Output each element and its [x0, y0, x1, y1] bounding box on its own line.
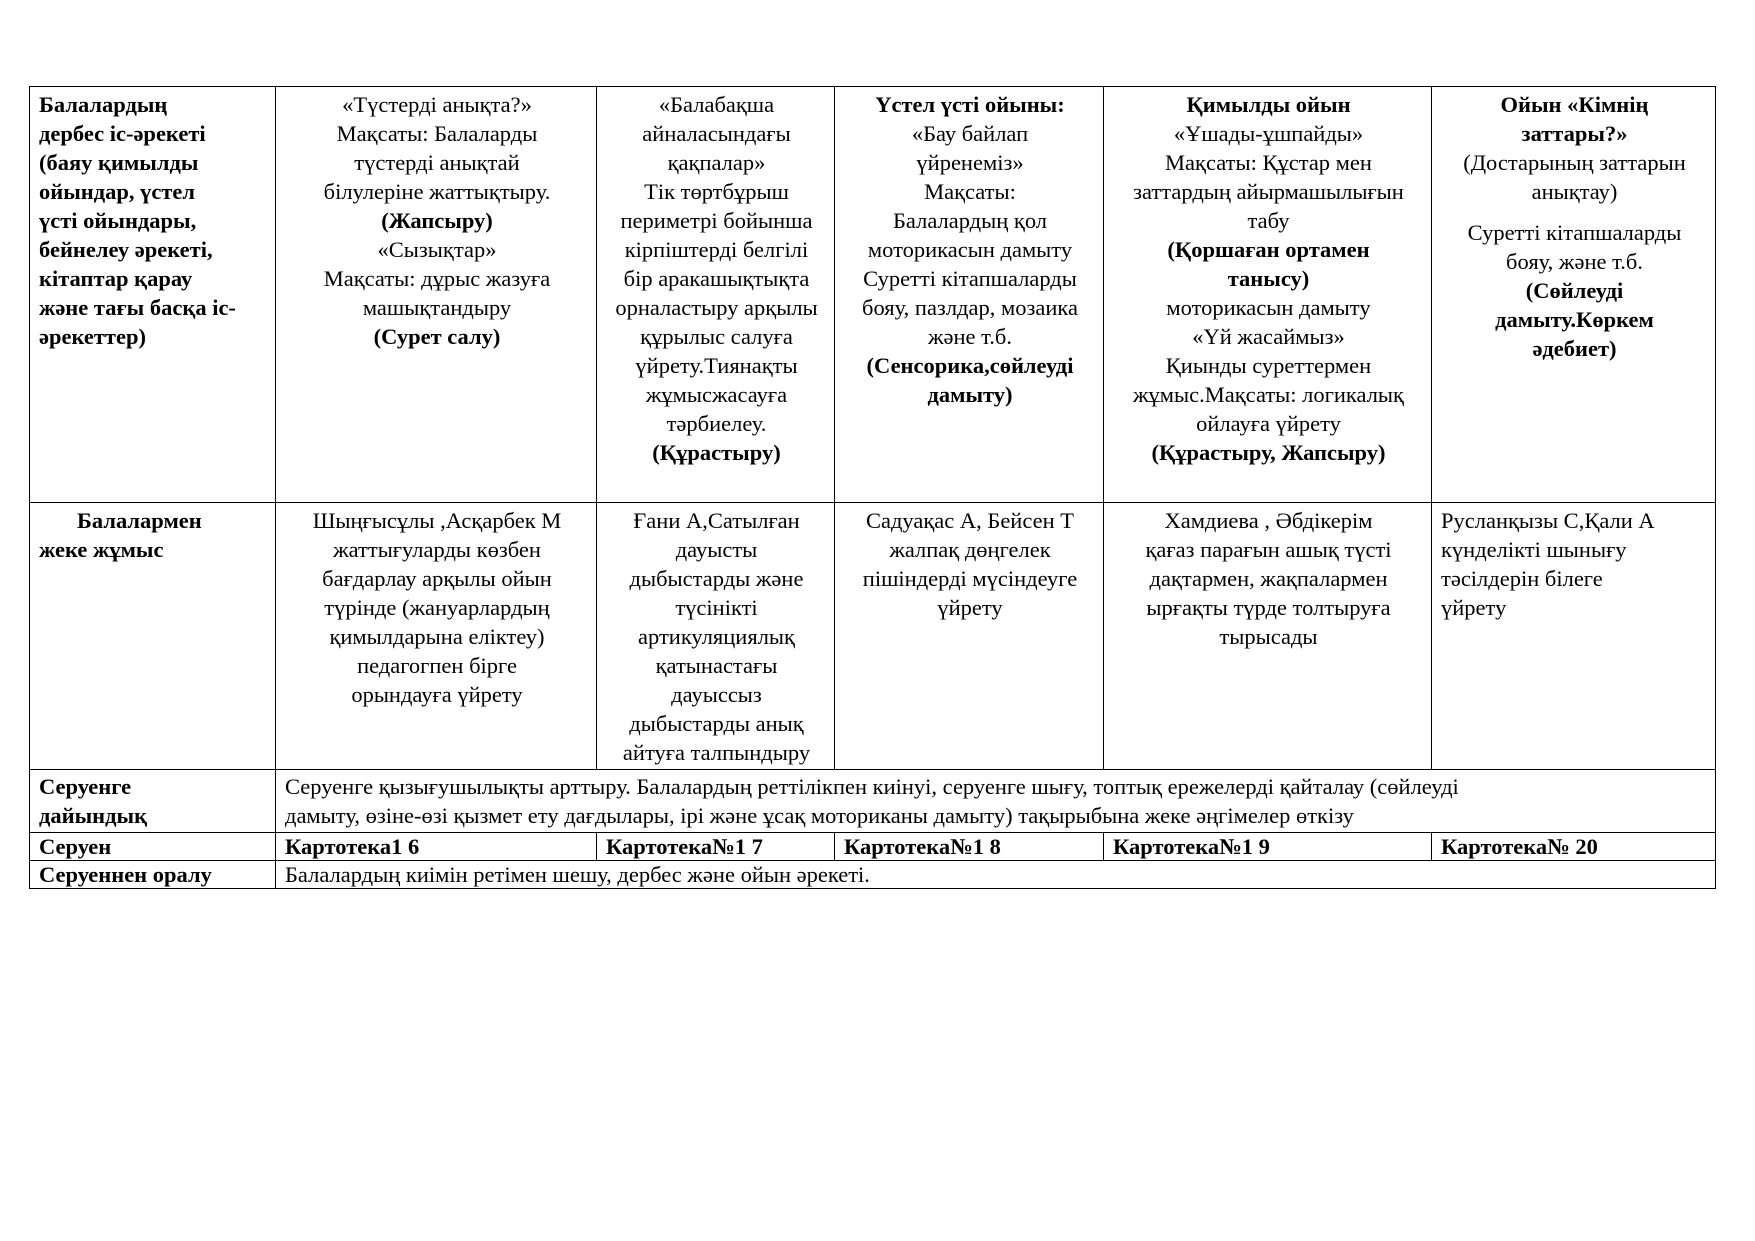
- text-line: дамыту.Көркем: [1495, 307, 1654, 332]
- table-row-return: [30, 861, 1716, 889]
- multiline-text: [285, 90, 589, 351]
- text-line: дамыту, өзіне-өзі қызмет ету дағдылары, ірі және ұсақ моториканы дамыту) тақырыбына жеке әңгімелер өткізу: [285, 803, 1354, 828]
- text-line: Серуенге қызығушылықты арттыру. Балалардың реттілікпен киінуі, серуенге шығу, топтық ережелерді қайталау (сөйлеуді: [285, 774, 1459, 799]
- cell-return-text: Балалардың киімін ретімен шешу, дербес және ойын әрекеті.: [276, 861, 1716, 889]
- text-line: танысу): [1227, 266, 1310, 291]
- text-line: бояу, және т.б.: [1506, 249, 1643, 274]
- text-line: орындауға үйрету: [351, 682, 523, 707]
- text-line: дайындық: [39, 803, 148, 828]
- text-line: «Түстерді анықта?»: [342, 92, 532, 117]
- text-line: әрекеттер): [39, 324, 146, 349]
- text-line: үйрету: [937, 595, 1003, 620]
- text-line: құрылыс салуға: [640, 324, 793, 349]
- multiline-text: [844, 506, 1096, 622]
- text-line: Суретті кітапшаларды: [1467, 220, 1682, 245]
- text-line: үйренеміз»: [916, 150, 1024, 175]
- text-line: ойлауға үйрету: [1196, 411, 1341, 436]
- text-line: бір аракашықтықта: [623, 266, 810, 291]
- text-line: дербес іс-әрекеті: [39, 121, 206, 146]
- text-line: пішіндерді мүсіндеуге: [862, 566, 1078, 591]
- table-row-walk-prep: [30, 770, 1716, 833]
- text-line: Мақсаты: Балаларды: [336, 121, 538, 146]
- text-line: артикуляциялық: [638, 624, 795, 649]
- text-line: (Жапсыру): [381, 208, 493, 233]
- text-line: және тағы басқа іс-: [39, 295, 236, 320]
- text-line: Ғани А,Сатылған: [633, 508, 800, 533]
- text-line: жеке жұмыс: [39, 537, 164, 562]
- row-header-return: Серуеннен оралу: [30, 861, 276, 889]
- table-row-walk: [30, 833, 1716, 861]
- text-line: Мақсаты: Құстар мен: [1165, 150, 1372, 175]
- multiline-text: [606, 506, 827, 767]
- cell-walk-card-3: Картотека№1 8: [835, 833, 1104, 861]
- cell-walk-prep-text: [276, 770, 1716, 833]
- text-line: кітаптар қарау: [39, 266, 193, 291]
- text-line: [1441, 206, 1708, 218]
- text-line: қимылдарына еліктеу): [329, 624, 545, 649]
- cell-activities-col4: [1104, 87, 1432, 503]
- text-line: (Құрастыру, Жапсыру): [1151, 440, 1386, 465]
- text-line: Мақсаты:: [924, 179, 1016, 204]
- text-line: жалпақ дөңгелек: [889, 537, 1051, 562]
- text-line: үйрету: [1441, 595, 1507, 620]
- text-line: педагогпен бірге: [357, 653, 517, 678]
- text-line: (Достарының заттарын: [1463, 150, 1686, 175]
- multiline-text: [285, 506, 589, 709]
- text-line: қағаз парағын ашық түсті: [1145, 537, 1392, 562]
- multiline-text: [39, 90, 268, 351]
- cell-individual-col2: [597, 503, 835, 770]
- text-line: айналасындағы: [642, 121, 791, 146]
- cell-individual-col3: [835, 503, 1104, 770]
- text-line: «Сызықтар»: [377, 237, 497, 262]
- text-line: заттардың айырмашылығын: [1133, 179, 1404, 204]
- text-line: Қимылды ойын: [1186, 92, 1351, 117]
- text-line: Балалардың қол: [892, 208, 1048, 233]
- text-line: Қиынды суреттермен: [1165, 353, 1372, 378]
- multiline-text: [1113, 90, 1424, 467]
- multiline-text: [606, 90, 827, 467]
- text-line: әдебиет): [1532, 336, 1617, 361]
- text-line: түрінде (жануарлардың: [324, 595, 550, 620]
- text-line: «Үй жасаймыз»: [1192, 324, 1345, 349]
- text-line: дамыту): [927, 382, 1013, 407]
- text-line: Хамдиева , Әбдікерім: [1164, 508, 1373, 533]
- text-line: Шыңғысұлы ,Асқарбек М: [312, 508, 562, 533]
- cell-activities-col3: [835, 87, 1104, 503]
- text-line: Садуақас А, Бейсен Т: [865, 508, 1074, 533]
- multiline-text: [1441, 90, 1708, 363]
- text-line: (Сөйлеуді: [1525, 278, 1624, 303]
- text-line: үйрету.Тиянақты: [635, 353, 798, 378]
- text-line: «Ұшады-ұшпайды»: [1173, 121, 1364, 146]
- text-line: (Сурет салу): [373, 324, 501, 349]
- text-line: айтуға талпындыру: [622, 740, 811, 765]
- cell-activities-col5: [1432, 87, 1716, 503]
- text-line: орналастыру арқылы: [615, 295, 818, 320]
- cell-activities-col2: [597, 87, 835, 503]
- schedule-sheet: [29, 86, 1716, 889]
- text-line: Үстел үсті ойыны:: [875, 92, 1065, 117]
- text-line: дыбыстарды анық: [629, 711, 804, 736]
- cell-walk-card-4: Картотека№1 9: [1104, 833, 1432, 861]
- text-line: (Құрастыру): [652, 440, 781, 465]
- text-line: тырысады: [1219, 624, 1318, 649]
- text-line: бағдарлау арқылы ойын: [322, 566, 552, 591]
- text-line: бояу, пазлдар, мозаика: [862, 295, 1078, 320]
- text-line: және т.б.: [927, 324, 1013, 349]
- multiline-text: [39, 772, 268, 830]
- text-line: үсті ойындары,: [39, 208, 197, 233]
- cell-individual-col1: [276, 503, 597, 770]
- text-line: периметрі бойынша: [620, 208, 813, 233]
- text-line: «Балабақша: [658, 92, 775, 117]
- text-line: қатынастағы: [655, 653, 778, 678]
- text-line: дақтармен, жақпалармен: [1149, 566, 1388, 591]
- text-line: жұмыс.Мақсаты: логикалық: [1133, 382, 1404, 407]
- text-line: Балалардың: [39, 92, 168, 117]
- cell-activities-col1: [276, 87, 597, 503]
- multiline-text: [1113, 506, 1424, 651]
- row-header-individual-work: [30, 503, 276, 770]
- text-line: түсінікті: [675, 595, 758, 620]
- row-header-walk-prep: [30, 770, 276, 833]
- text-line: бейнелеу әрекеті,: [39, 237, 213, 262]
- table-row-individual-work: [30, 503, 1716, 770]
- text-line: тәрбиелеу.: [666, 411, 767, 436]
- text-line: жаттығуларды көзбен: [333, 537, 541, 562]
- text-line: Ойын «Кімнің: [1500, 92, 1649, 117]
- row-header-activities: [30, 87, 276, 503]
- text-line: жұмысжасауға: [645, 382, 788, 407]
- text-line: анықтау): [1531, 179, 1618, 204]
- text-line: тәсілдерін білеге: [1441, 566, 1603, 591]
- multiline-text: [844, 90, 1096, 409]
- text-line: машықтандыру: [362, 295, 512, 320]
- text-line: кірпіштерді белгілі: [624, 237, 809, 262]
- cell-individual-col5: [1432, 503, 1716, 770]
- text-line: заттары?»: [1521, 121, 1628, 146]
- text-line: түстерді анықтай: [354, 150, 520, 175]
- text-line: күнделікті шынығу: [1441, 537, 1627, 562]
- cell-individual-col4: [1104, 503, 1432, 770]
- text-line: «Бау байлап: [911, 121, 1029, 146]
- cell-walk-card-2: Картотека№1 7: [597, 833, 835, 861]
- text-line: дыбыстарды және: [629, 566, 804, 591]
- text-line: Суретті кітапшаларды: [863, 266, 1077, 291]
- text-line: моторикасын дамыту: [1166, 295, 1371, 320]
- table-row-activities: [30, 87, 1716, 503]
- multiline-text: [1441, 506, 1708, 622]
- text-line: моторикасын дамыту: [867, 237, 1073, 262]
- text-line: (Қоршаған ортамен: [1167, 237, 1370, 262]
- cell-walk-card-5: Картотека№ 20: [1432, 833, 1716, 861]
- text-line: білулеріне жаттықтыру.: [323, 179, 551, 204]
- text-line: дауыссыз: [671, 682, 762, 707]
- text-line: (баяу қимылды: [39, 150, 199, 175]
- text-line: ойындар, үстел: [39, 179, 196, 204]
- text-line: ырғақты түрде толтыруға: [1146, 595, 1391, 620]
- cell-walk-card-1: Картотека1 6: [276, 833, 597, 861]
- text-line: Тік төртбұрыш: [644, 179, 789, 204]
- text-line: Мақсаты: дұрыс жазуға: [323, 266, 551, 291]
- text-line: (Сенсорика,сөйлеуді: [866, 353, 1074, 378]
- daily-plan-table: [29, 86, 1716, 889]
- text-line: Балалармен: [77, 508, 202, 533]
- text-line: Русланқызы С,Қали А: [1441, 508, 1655, 533]
- text-line: Серуенге: [39, 774, 132, 799]
- multiline-text: [39, 506, 268, 564]
- text-line: дауысты: [675, 537, 758, 562]
- text-line: табу: [1247, 208, 1290, 233]
- text-line: қақпалар»: [667, 150, 766, 175]
- multiline-text: [285, 772, 1708, 830]
- row-header-walk: Серуен: [30, 833, 276, 861]
